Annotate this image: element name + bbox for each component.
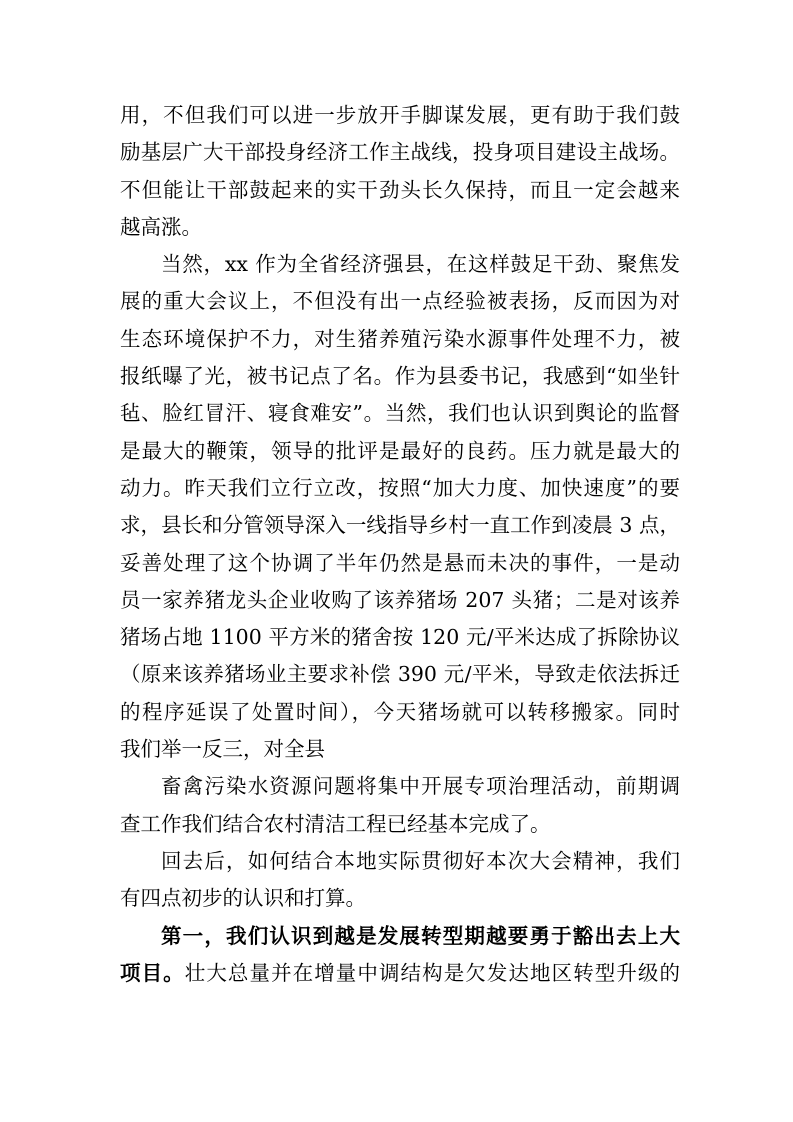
text-line: 员一家养猪龙头企业收购了该养猪场 207 头猪；二是对该养 — [120, 587, 680, 612]
text-line: 我们举一反三，对全县 — [120, 737, 325, 762]
paragraph-text: 壮大总量并在增量中调结构是欠发达地区转型升级的 — [184, 960, 680, 985]
text-line: 猪场占地 1100 平方米的猪舍按 120 元/平米达成了拆除协议 — [120, 625, 680, 650]
section-heading-line: 第一，我们认识到越是发展转型期越要勇于豁出去上大 — [161, 923, 680, 948]
text-line: 妥善处理了这个协调了半年仍然是悬而未决的事件，一是动 — [120, 550, 680, 575]
text-line: 的程序延误了处置时间），今天猪场就可以转移搬家。同时 — [120, 699, 680, 724]
text-line: 求，县长和分管领导深入一线指导乡村一直工作到凌晨 3 点， — [120, 513, 680, 538]
text-line: 动力。昨天我们立行立改，按照“加大力度、加快速度”的要 — [120, 475, 680, 500]
text-line: 回去后，如何结合本地实际贯彻好本次大会精神，我们 — [161, 848, 680, 873]
text-line: 不但能让干部鼓起来的实干劲头长久保持，而且一定会越来 — [120, 177, 680, 202]
text-line: 用，不但我们可以进一步放开手脚谋发展，更有助于我们鼓 — [120, 103, 680, 127]
text-line: 有四点初步的认识和打算。 — [120, 886, 366, 911]
text-line: 毡、脸红冒汗、寝食难安”。当然，我们也认识到舆论的监督 — [120, 401, 680, 426]
text-line: 展的重大会议上，不但没有出一点经验被表扬，反而因为对 — [120, 289, 680, 314]
text-line: 畜禽污染水资源问题将集中开展专项治理活动，前期调 — [161, 774, 680, 799]
section-heading-end: 项目。 — [120, 960, 185, 985]
text-line: 生态环境保护不力，对生猪养殖污染水源事件处理不力，被 — [120, 326, 680, 351]
text-line: 励基层广大干部投身经济工作主战线，投身项目建设主战场。 — [120, 140, 680, 165]
text-line: 查工作我们结合农村清洁工程已经基本完成了。 — [120, 811, 551, 836]
document-body — [120, 97, 680, 992]
text-line: （原来该养猪场业主要求补偿 390 元/平米，导致走依法拆迁 — [120, 662, 680, 687]
text-line: 越高涨。 — [120, 214, 202, 239]
text-line: 当然，xx 作为全省经济强县，在这样鼓足干劲、聚焦发 — [161, 252, 680, 277]
text-line: 报纸曝了光，被书记点了名。作为县委书记，我感到“如坐针 — [120, 364, 680, 389]
text-line: 是最大的鞭策，领导的批评是最好的良药。压力就是最大的 — [120, 438, 680, 463]
section-heading-continuation — [120, 955, 680, 992]
